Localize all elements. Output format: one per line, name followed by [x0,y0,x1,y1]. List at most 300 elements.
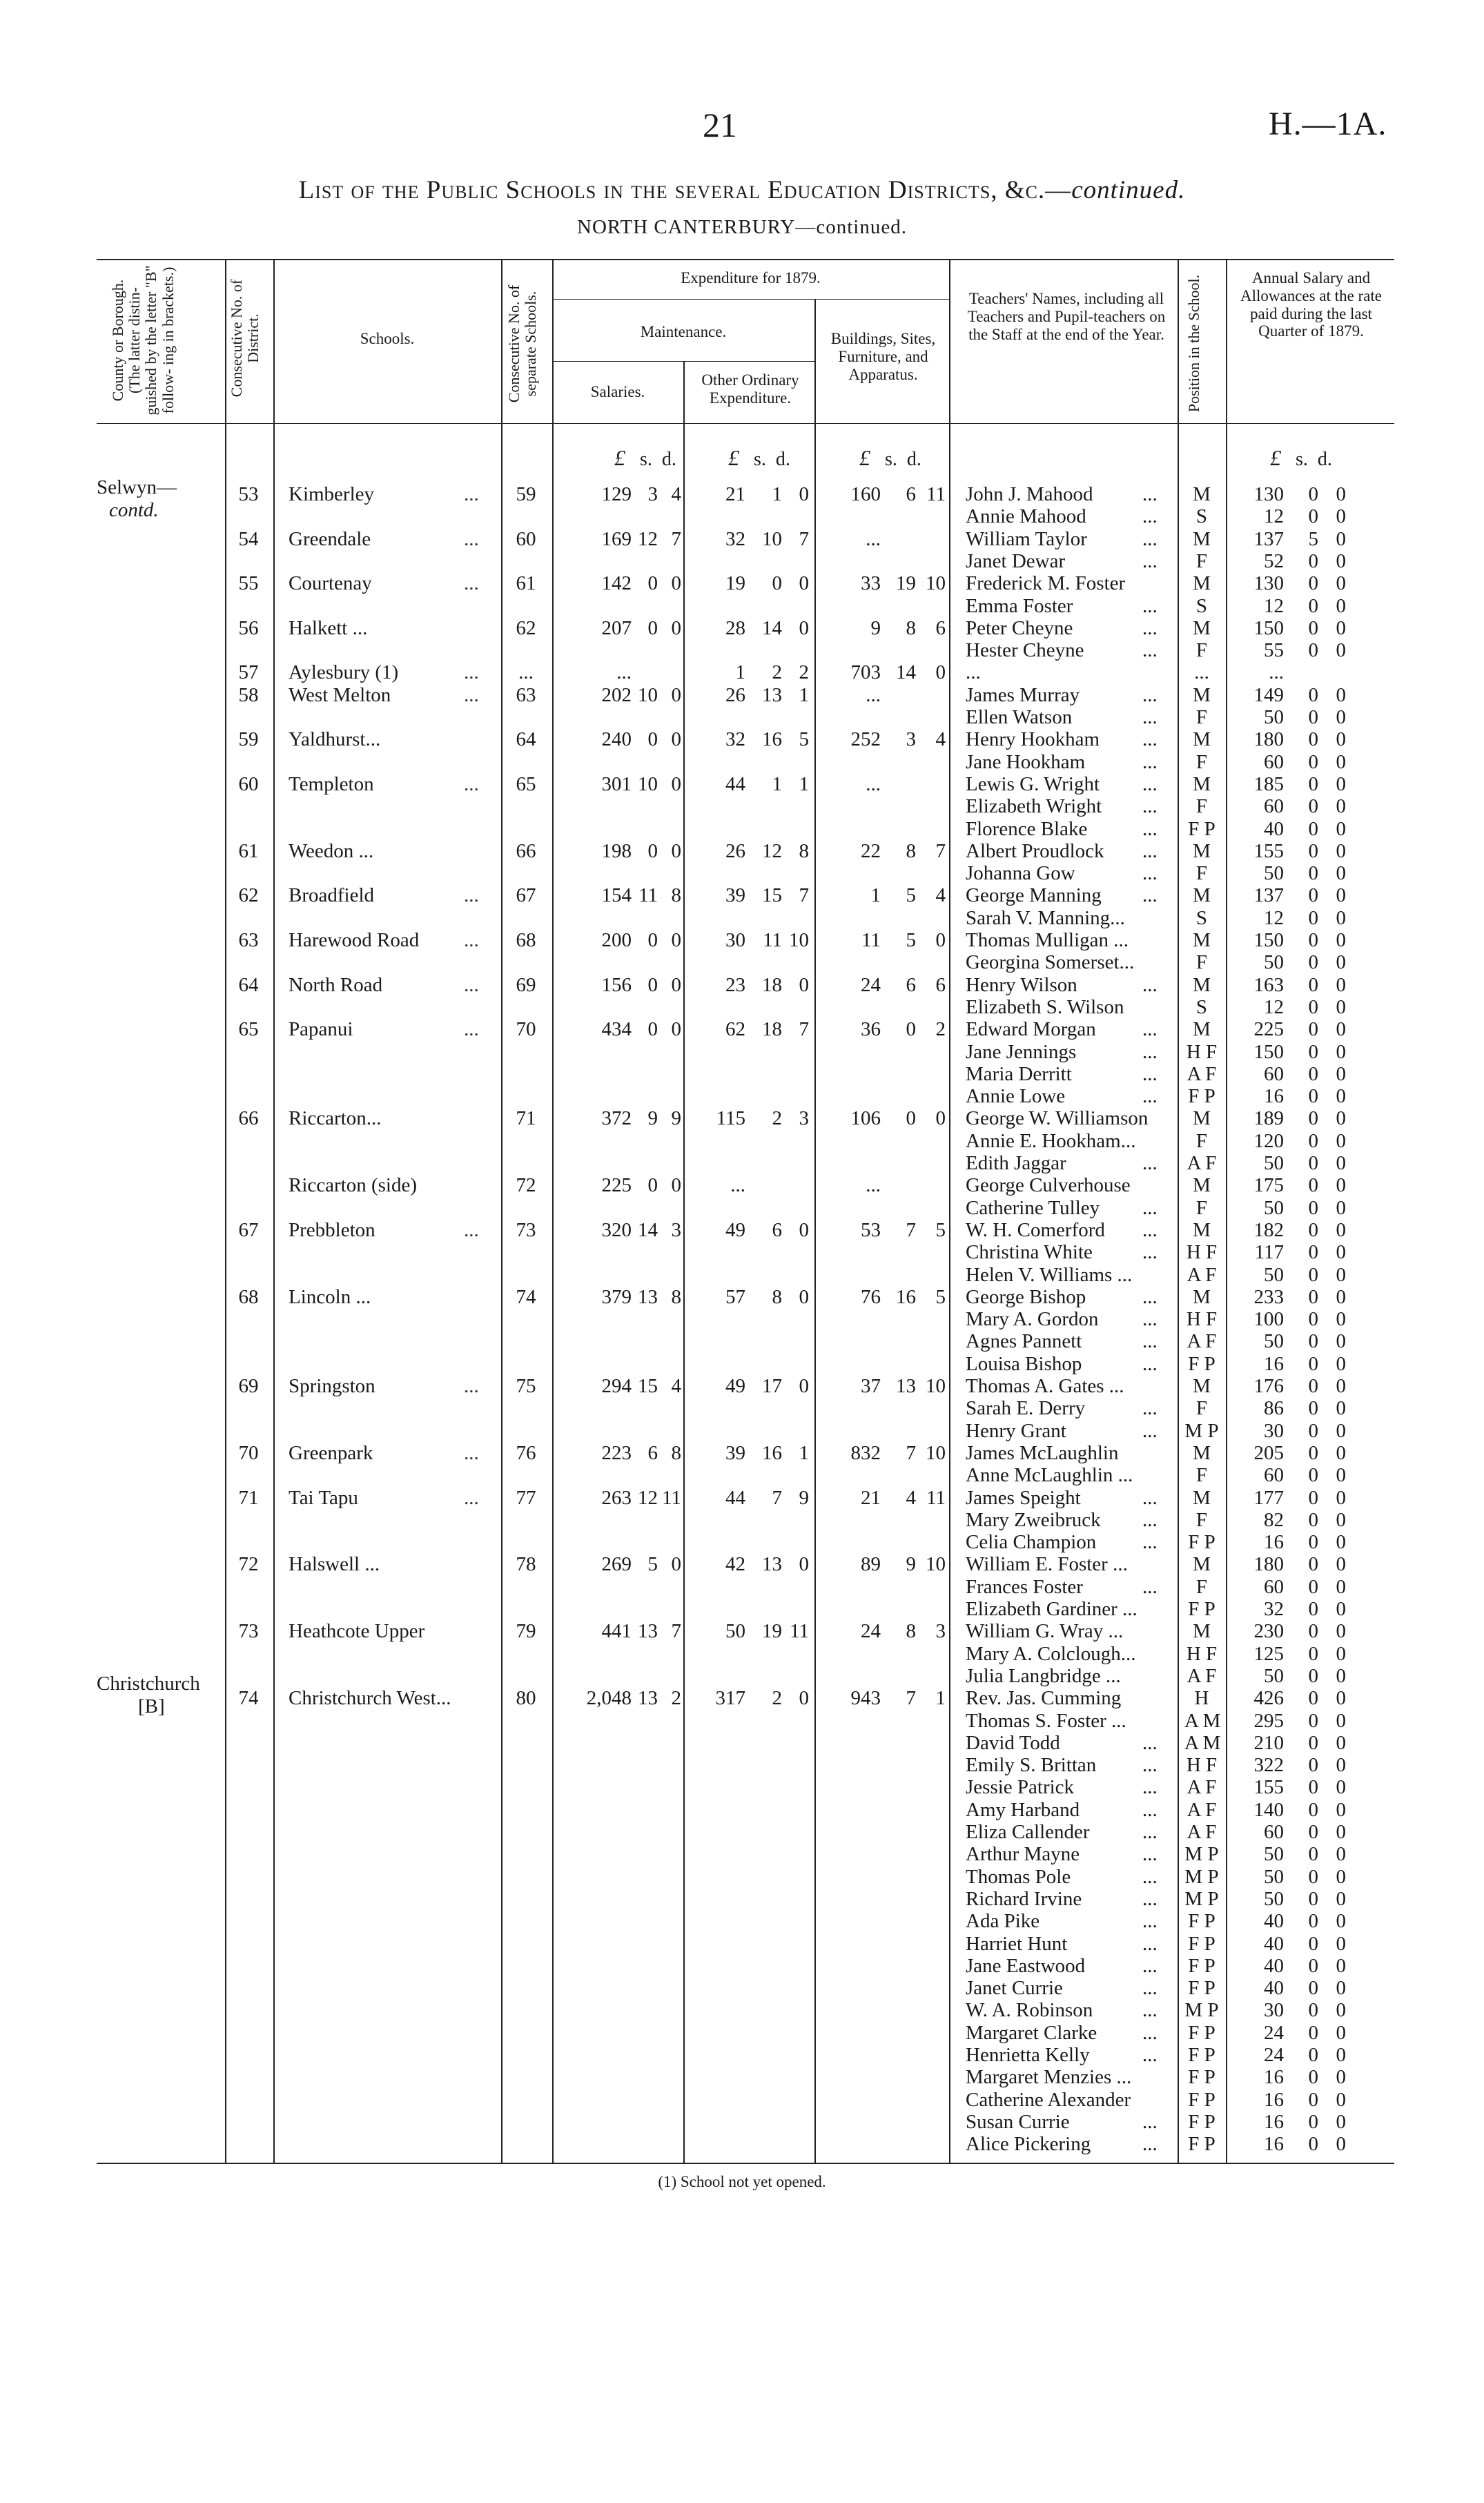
salary-pounds: 50 [1264,1197,1284,1219]
salary-pounds: 177 [1253,1487,1284,1509]
teacher-dots: ... [1142,1286,1158,1308]
salary-pence: 0 [1336,1420,1346,1442]
teacher-position: H F [1186,1643,1218,1665]
teacher-dots: ... [1142,1754,1158,1776]
salaries-shillings: 11 [638,884,658,906]
salary-pounds: 12 [1264,505,1284,527]
buildings-pence: 5 [935,1219,946,1241]
salary-pence: 0 [1336,862,1346,884]
teacher-name: ... [966,661,981,683]
salary-pounds: 140 [1253,1799,1284,1821]
teacher-dots: ... [1142,1197,1158,1219]
salaries-pence: 0 [671,617,681,639]
other-pounds: 19 [725,572,745,594]
teacher-name: George Bishop [966,1286,1086,1308]
teacher-position: F [1195,1509,1208,1531]
buildings-shillings: 16 [896,1286,916,1308]
teacher-dots: ... [1142,1977,1158,1999]
teacher-dots: ... [1142,639,1158,661]
teacher-position: F P [1188,1977,1215,1999]
salary-shillings: 0 [1308,1286,1318,1308]
salary-shillings: 0 [1308,1754,1318,1776]
salary-shillings: 0 [1308,974,1318,996]
buildings-pounds: 160 [850,483,881,505]
separate-number: 63 [516,684,536,706]
teacher-dots: ... [1142,684,1158,706]
salary-pence: 0 [1336,1799,1346,1821]
school-name: Weedon ... [289,840,374,862]
salaries-pounds: 223 [601,1442,632,1464]
salary-shillings: 0 [1308,907,1318,929]
salary-pounds: 50 [1264,1330,1284,1352]
salary-pounds: 30 [1264,1420,1284,1442]
salary-pounds: 12 [1264,996,1284,1018]
salary-pounds: 50 [1264,862,1284,884]
other-pence: 7 [799,528,809,550]
salaries-pounds: 301 [601,773,632,795]
other-pounds: 32 [725,528,745,550]
salary-pence: 0 [1336,884,1346,906]
other-pence: 0 [799,617,809,639]
salary-shillings: 0 [1308,1085,1318,1107]
salary-shillings: 0 [1308,2133,1318,2155]
teacher-name: Richard Irvine [966,1888,1082,1910]
buildings-pounds: 89 [861,1553,881,1575]
table-top-rule [97,259,1394,260]
salary-pounds: 426 [1253,1687,1284,1709]
salaries-pence: 8 [671,1286,681,1308]
salary-pence: 0 [1336,818,1346,840]
expenditure-rule [552,299,949,300]
district-number: 70 [238,1442,259,1464]
salaries-pounds: 207 [601,617,632,639]
teacher-name: Johanna Gow [966,862,1075,884]
teacher-dots: ... [1142,1910,1158,1932]
salary-shillings: 0 [1308,1955,1318,1977]
teacher-name: John J. Mahood [966,483,1093,505]
salary-pounds: 230 [1253,1620,1284,1642]
salary-pence: 0 [1336,1264,1346,1286]
salary-shillings: 0 [1308,1487,1318,1509]
district-number: 59 [238,728,259,750]
leader-dots: ... [464,572,479,594]
other-pence: 10 [789,929,809,951]
salaries-shillings: 13 [638,1687,658,1709]
other-shillings: 19 [762,1620,782,1642]
school-name: Tai Tapu [289,1487,358,1509]
teacher-position: F [1195,1130,1208,1152]
salary-pounds: 150 [1253,1041,1284,1063]
salary-pounds: 16 [1264,1353,1284,1375]
salary-pounds: 50 [1264,706,1284,728]
salary-shillings: 0 [1308,1866,1318,1888]
salary-shillings: 0 [1308,1442,1318,1464]
salary-pounds: 82 [1264,1509,1284,1531]
salary-pence: 0 [1336,1330,1346,1352]
salary-pence: 0 [1336,572,1346,594]
salary-pence: 0 [1336,1576,1346,1598]
salary-pence: 0 [1336,1933,1346,1955]
salary-shillings: 0 [1308,1665,1318,1687]
teacher-position: M [1193,528,1211,550]
document-code: H.—1A. [1269,106,1387,142]
salary-pounds: 32 [1264,1598,1284,1620]
teacher-dots: ... [1142,1843,1158,1865]
separate-number: 68 [516,929,536,951]
salary-pounds: 50 [1264,1866,1284,1888]
salary-pence: 0 [1336,996,1346,1018]
col-divider-6 [814,299,816,2163]
header-maintenance: Maintenance. [640,323,727,340]
salary-pounds: 125 [1253,1643,1284,1665]
salary-shillings: 0 [1308,1420,1318,1442]
salary-shillings: 0 [1308,1687,1318,1709]
teacher-name: Thomas A. Gates ... [966,1375,1124,1397]
district-subtitle: NORTH CANTERBURY—continued. [577,216,907,238]
other-pounds: 115 [716,1107,745,1129]
salary-pence: 0 [1336,1732,1346,1754]
salary-pounds: 86 [1264,1397,1284,1419]
teacher-dots: ... [1142,528,1158,550]
other-shillings: 16 [762,1442,782,1464]
buildings-pounds: 1 [870,884,881,906]
salary-pence: 0 [1336,1442,1346,1464]
salary-shillings: 0 [1308,751,1318,773]
separate-number: 64 [516,728,536,750]
salary-pence: 0 [1336,1286,1346,1308]
salary-pounds: 180 [1253,1553,1284,1575]
salary-pence: 0 [1336,2133,1346,2155]
teacher-position: M [1193,617,1211,639]
other-pounds: 28 [725,617,745,639]
other-pence: 0 [799,1687,809,1709]
teacher-position: F P [1188,1353,1215,1375]
buildings-pounds: ... [866,773,881,795]
buildings-shillings: 8 [906,1620,916,1642]
teacher-dots: ... [1142,1933,1158,1955]
separate-number: 69 [516,974,536,996]
salary-pounds: 60 [1264,751,1284,773]
separate-number: 71 [516,1107,536,1129]
teacher-name: George Manning [966,884,1102,906]
other-pence: 0 [799,974,809,996]
teacher-position: M [1193,929,1211,951]
teacher-name: Albert Proudlock [966,840,1104,862]
buildings-shillings: 5 [906,929,916,951]
salary-shillings: 0 [1308,1620,1318,1642]
teacher-position: M [1193,1286,1211,1308]
buildings-shillings: 6 [906,483,916,505]
salary-pence: 0 [1336,1687,1346,1709]
teacher-position: H F [1186,1041,1218,1063]
school-name: Harewood Road [289,929,420,951]
salary-pence: 0 [1336,2044,1346,2066]
teacher-name: James McLaughlin [966,1442,1119,1464]
other-shillings: 1 [772,483,782,505]
salary-shillings: 5 [1308,528,1318,550]
salary-pence: 0 [1336,1553,1346,1575]
salary-shillings: 0 [1308,1197,1318,1219]
col-divider-7 [949,259,950,2163]
salary-pounds: 50 [1264,951,1284,973]
teacher-position: F P [1188,1933,1215,1955]
salary-pence: 0 [1336,1977,1346,1999]
salary-pence: 0 [1336,1041,1346,1063]
teacher-name: Agnes Pannett [966,1330,1082,1352]
teacher-position: H F [1186,1754,1218,1776]
other-pence: 9 [799,1487,809,1509]
teacher-name: Jessie Patrick [966,1776,1075,1798]
teacher-position: F P [1188,2066,1215,2088]
salary-pence: 0 [1336,1107,1346,1129]
salary-pence: 0 [1336,1353,1346,1375]
teacher-dots: ... [1142,773,1158,795]
salary-pounds: 50 [1264,1888,1284,1910]
salaries-pounds: 269 [601,1553,632,1575]
leader-dots: ... [464,1219,479,1241]
district-number: 73 [238,1620,259,1642]
teacher-position: M P [1184,1843,1219,1865]
other-pence: 11 [790,1620,809,1642]
teacher-position: M [1193,1107,1211,1129]
salary-pence: 0 [1336,483,1346,505]
salary-shillings: 0 [1308,1219,1318,1241]
separate-number: 80 [516,1687,536,1709]
district-number: 68 [238,1286,259,1308]
teacher-dots: ... [1142,505,1158,527]
teacher-position: M [1193,1174,1211,1196]
other-pence: 1 [799,684,809,706]
buildings-pounds: 76 [861,1286,881,1308]
teacher-position: M [1193,1487,1211,1509]
teacher-position: F [1195,1576,1208,1598]
salary-pence: 0 [1336,684,1346,706]
table-header-bottom-rule [97,423,1394,424]
teacher-position: F [1195,1397,1208,1419]
other-shillings: 16 [762,728,782,750]
salary-shillings: 0 [1308,1776,1318,1798]
buildings-pounds: 24 [861,1620,881,1642]
teacher-position: M [1193,1442,1211,1464]
buildings-pounds: 9 [870,617,881,639]
teacher-position: F P [1188,2133,1215,2155]
salary-pence: 0 [1336,1821,1346,1843]
buildings-pounds: 252 [850,728,881,750]
district-number: 60 [238,773,259,795]
other-pounds: 42 [725,1553,745,1575]
teacher-name: Thomas Mulligan ... [966,929,1129,951]
salaries-pounds: 129 [601,483,632,505]
salary-pounds: 52 [1264,550,1284,572]
teacher-dots: ... [1142,2044,1158,2066]
salary-pence: 0 [1336,1509,1346,1531]
district-number: 67 [238,1219,259,1241]
teacher-name: Florence Blake [966,818,1088,840]
table-bottom-rule [97,2163,1394,2164]
header-county: County or Borough. (The latter distin- guished by the letter "B" follow- ing in brackets.) [109,265,177,416]
col-divider-4 [552,259,554,2163]
salary-pounds: 205 [1253,1442,1284,1464]
salary-pounds: 16 [1264,2066,1284,2088]
buildings-shillings: 0 [906,1018,916,1040]
salary-pence: 0 [1336,1487,1346,1509]
buildings-shillings: 0 [906,1107,916,1129]
separate-number: 72 [516,1174,536,1196]
salaries-pounds: 320 [601,1219,632,1241]
teacher-name: Elizabeth Wright [966,795,1102,817]
salary-shillings: 0 [1308,1821,1318,1843]
salary-shillings: 0 [1308,706,1318,728]
teacher-name: Emma Foster [966,595,1073,617]
teacher-name: Louisa Bishop [966,1353,1082,1375]
salary-pounds: 60 [1264,1576,1284,1598]
school-name: Heathcote Upper [289,1620,425,1642]
teacher-dots: ... [1142,1821,1158,1843]
district-number: 65 [238,1018,259,1040]
salary-pence: 0 [1336,639,1346,661]
salaries-shillings: 15 [638,1375,658,1397]
salaries-shillings: 10 [638,684,658,706]
buildings-shillings: 13 [896,1375,916,1397]
buildings-pounds: 36 [861,1018,881,1040]
salary-pounds: 30 [1264,1999,1284,2021]
teacher-position: F P [1188,2022,1215,2044]
salary-pence: 0 [1336,1843,1346,1865]
header-other-expenditure: Other Ordinary Expenditure. [701,371,799,407]
teacher-name: Margaret Clarke [966,2022,1097,2044]
salary-pounds: 149 [1253,684,1284,706]
buildings-pence: 6 [935,974,946,996]
other-shillings: 17 [762,1375,782,1397]
district-number: 72 [238,1553,259,1575]
salary-shillings: 0 [1308,1888,1318,1910]
other-shillings: 18 [762,1018,782,1040]
salary-shillings: 0 [1308,1553,1318,1575]
school-name: Halkett ... [289,617,368,639]
other-pounds: 57 [725,1286,745,1308]
salary-pounds: 137 [1253,884,1284,906]
other-pounds: 23 [725,974,745,996]
teacher-position: F [1195,862,1208,884]
salary-shillings: 0 [1308,1977,1318,1999]
header-expenditure: Expenditure for 1879. [681,269,821,286]
salary-shillings: 0 [1308,1264,1318,1286]
salary-shillings: 0 [1308,795,1318,817]
salary-pence: 0 [1336,751,1346,773]
salaries-pence: 8 [671,884,681,906]
teacher-position: F P [1188,2044,1215,2066]
salary-pounds: 40 [1264,1933,1284,1955]
salaries-pence: 4 [671,483,681,505]
buildings-pounds: ... [866,528,881,550]
salary-pence: 0 [1336,1665,1346,1687]
district-number: 62 [238,884,259,906]
leader-dots: ... [464,528,479,550]
teacher-position: F [1195,550,1208,572]
salaries-pence: 0 [671,974,681,996]
salaries-pounds: 156 [601,974,632,996]
buildings-shillings: 19 [896,572,916,594]
salary-pounds: 16 [1264,2111,1284,2133]
teacher-name: Helen V. Williams ... [966,1264,1133,1286]
salaries-pounds: 225 [601,1174,632,1196]
salary-shillings: 0 [1308,1130,1318,1152]
teacher-name: Frances Foster [966,1576,1083,1598]
salary-shillings: 0 [1308,951,1318,973]
salary-shillings: 0 [1308,1353,1318,1375]
school-name: West Melton [289,684,391,706]
salary-pounds: ... [1269,661,1284,683]
salary-pounds: 155 [1253,1776,1284,1798]
school-name: Courtenay [289,572,372,594]
teacher-dots: ... [1142,1999,1158,2021]
other-pounds: 62 [725,1018,745,1040]
salary-shillings: 0 [1308,1933,1318,1955]
other-shillings: 1 [772,773,782,795]
salary-pounds: 60 [1264,1063,1284,1085]
salary-shillings: 0 [1308,1843,1318,1865]
teacher-name: Julia Langbridge ... [966,1665,1121,1687]
salaries-shillings: 5 [647,1553,658,1575]
teacher-name: Edward Morgan [966,1018,1096,1040]
teacher-position: M [1193,974,1211,996]
salaries-pence: 8 [671,1442,681,1464]
teacher-name: Celia Champion [966,1531,1097,1553]
buildings-pence: 6 [935,617,946,639]
salary-pounds: 163 [1253,974,1284,996]
school-name: Greenpark [289,1442,373,1464]
salary-pounds: 50 [1264,1152,1284,1174]
other-shillings: 6 [772,1219,782,1241]
salaries-pounds: 372 [601,1107,632,1129]
teacher-name: Ada Pike [966,1910,1040,1932]
teacher-name: Annie Mahood [966,505,1086,527]
salary-pounds: 12 [1264,595,1284,617]
buildings-pounds: 22 [861,840,881,862]
district-number: 55 [238,572,259,594]
teacher-name: Mary A. Colclough... [966,1643,1136,1665]
salary-pence: 0 [1336,1531,1346,1553]
salary-shillings: 0 [1308,728,1318,750]
other-pence: 0 [799,1219,809,1241]
teacher-dots: ... [1142,1152,1158,1174]
buildings-shillings: 14 [896,661,916,683]
salary-pence: 0 [1336,1152,1346,1174]
salary-pence: 0 [1336,1130,1346,1152]
col-divider-8 [1178,259,1179,2163]
leader-dots: ... [464,1375,479,1397]
teacher-dots: ... [1142,1799,1158,1821]
teacher-position: M [1193,1018,1211,1040]
salary-shillings: 0 [1308,1375,1318,1397]
buildings-pence: 0 [935,661,946,683]
units-annual: £ s. d. [1270,445,1332,470]
district-number: 69 [238,1375,259,1397]
salary-pounds: 16 [1264,2089,1284,2111]
teacher-name: W. H. Comerford [966,1219,1105,1241]
col-divider-5 [683,361,685,2163]
teacher-name: Georgina Somerset... [966,951,1135,973]
salaries-pounds: 202 [601,684,632,706]
buildings-pence: 4 [935,728,946,750]
salary-shillings: 0 [1308,1710,1318,1732]
district-number: 56 [238,617,259,639]
salary-shillings: 0 [1308,1598,1318,1620]
salary-pence: 0 [1336,505,1346,527]
teacher-name: David Todd [966,1732,1060,1754]
school-name: Lincoln ... [289,1286,371,1308]
district-number: 66 [238,1107,259,1129]
